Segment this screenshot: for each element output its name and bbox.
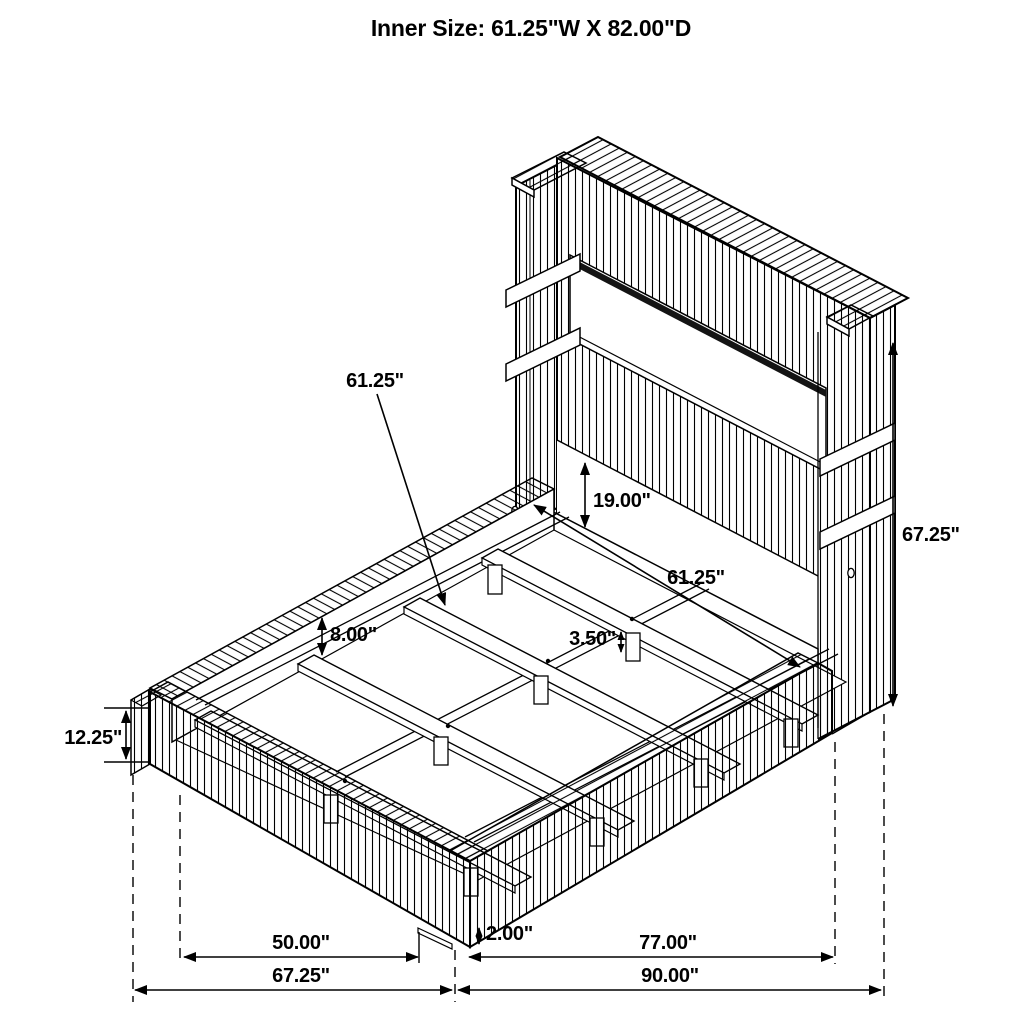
bolt-hole xyxy=(848,568,854,577)
page-title: Inner Size: 61.25"W X 82.00"D xyxy=(370,15,692,41)
label-footboard-outer-width: 67.25" xyxy=(272,965,330,987)
label-footboard-inner-width: 50.00" xyxy=(272,932,330,954)
label-inner-width: 61.25" xyxy=(667,567,725,589)
label-headboard-height: 67.25" xyxy=(902,524,960,546)
label-side-rail-length: 77.00" xyxy=(639,932,697,954)
label-slat-leader: 61.25" xyxy=(346,370,404,392)
label-overall-depth: 90.00" xyxy=(641,965,699,987)
label-base-lip: 2.00" xyxy=(486,923,533,945)
label-leg-height: 3.50" xyxy=(569,628,616,650)
label-rail-to-slat: 8.00" xyxy=(330,624,377,646)
label-base-height: 12.25" xyxy=(64,727,122,749)
label-headboard-panel: 19.00" xyxy=(593,490,651,512)
